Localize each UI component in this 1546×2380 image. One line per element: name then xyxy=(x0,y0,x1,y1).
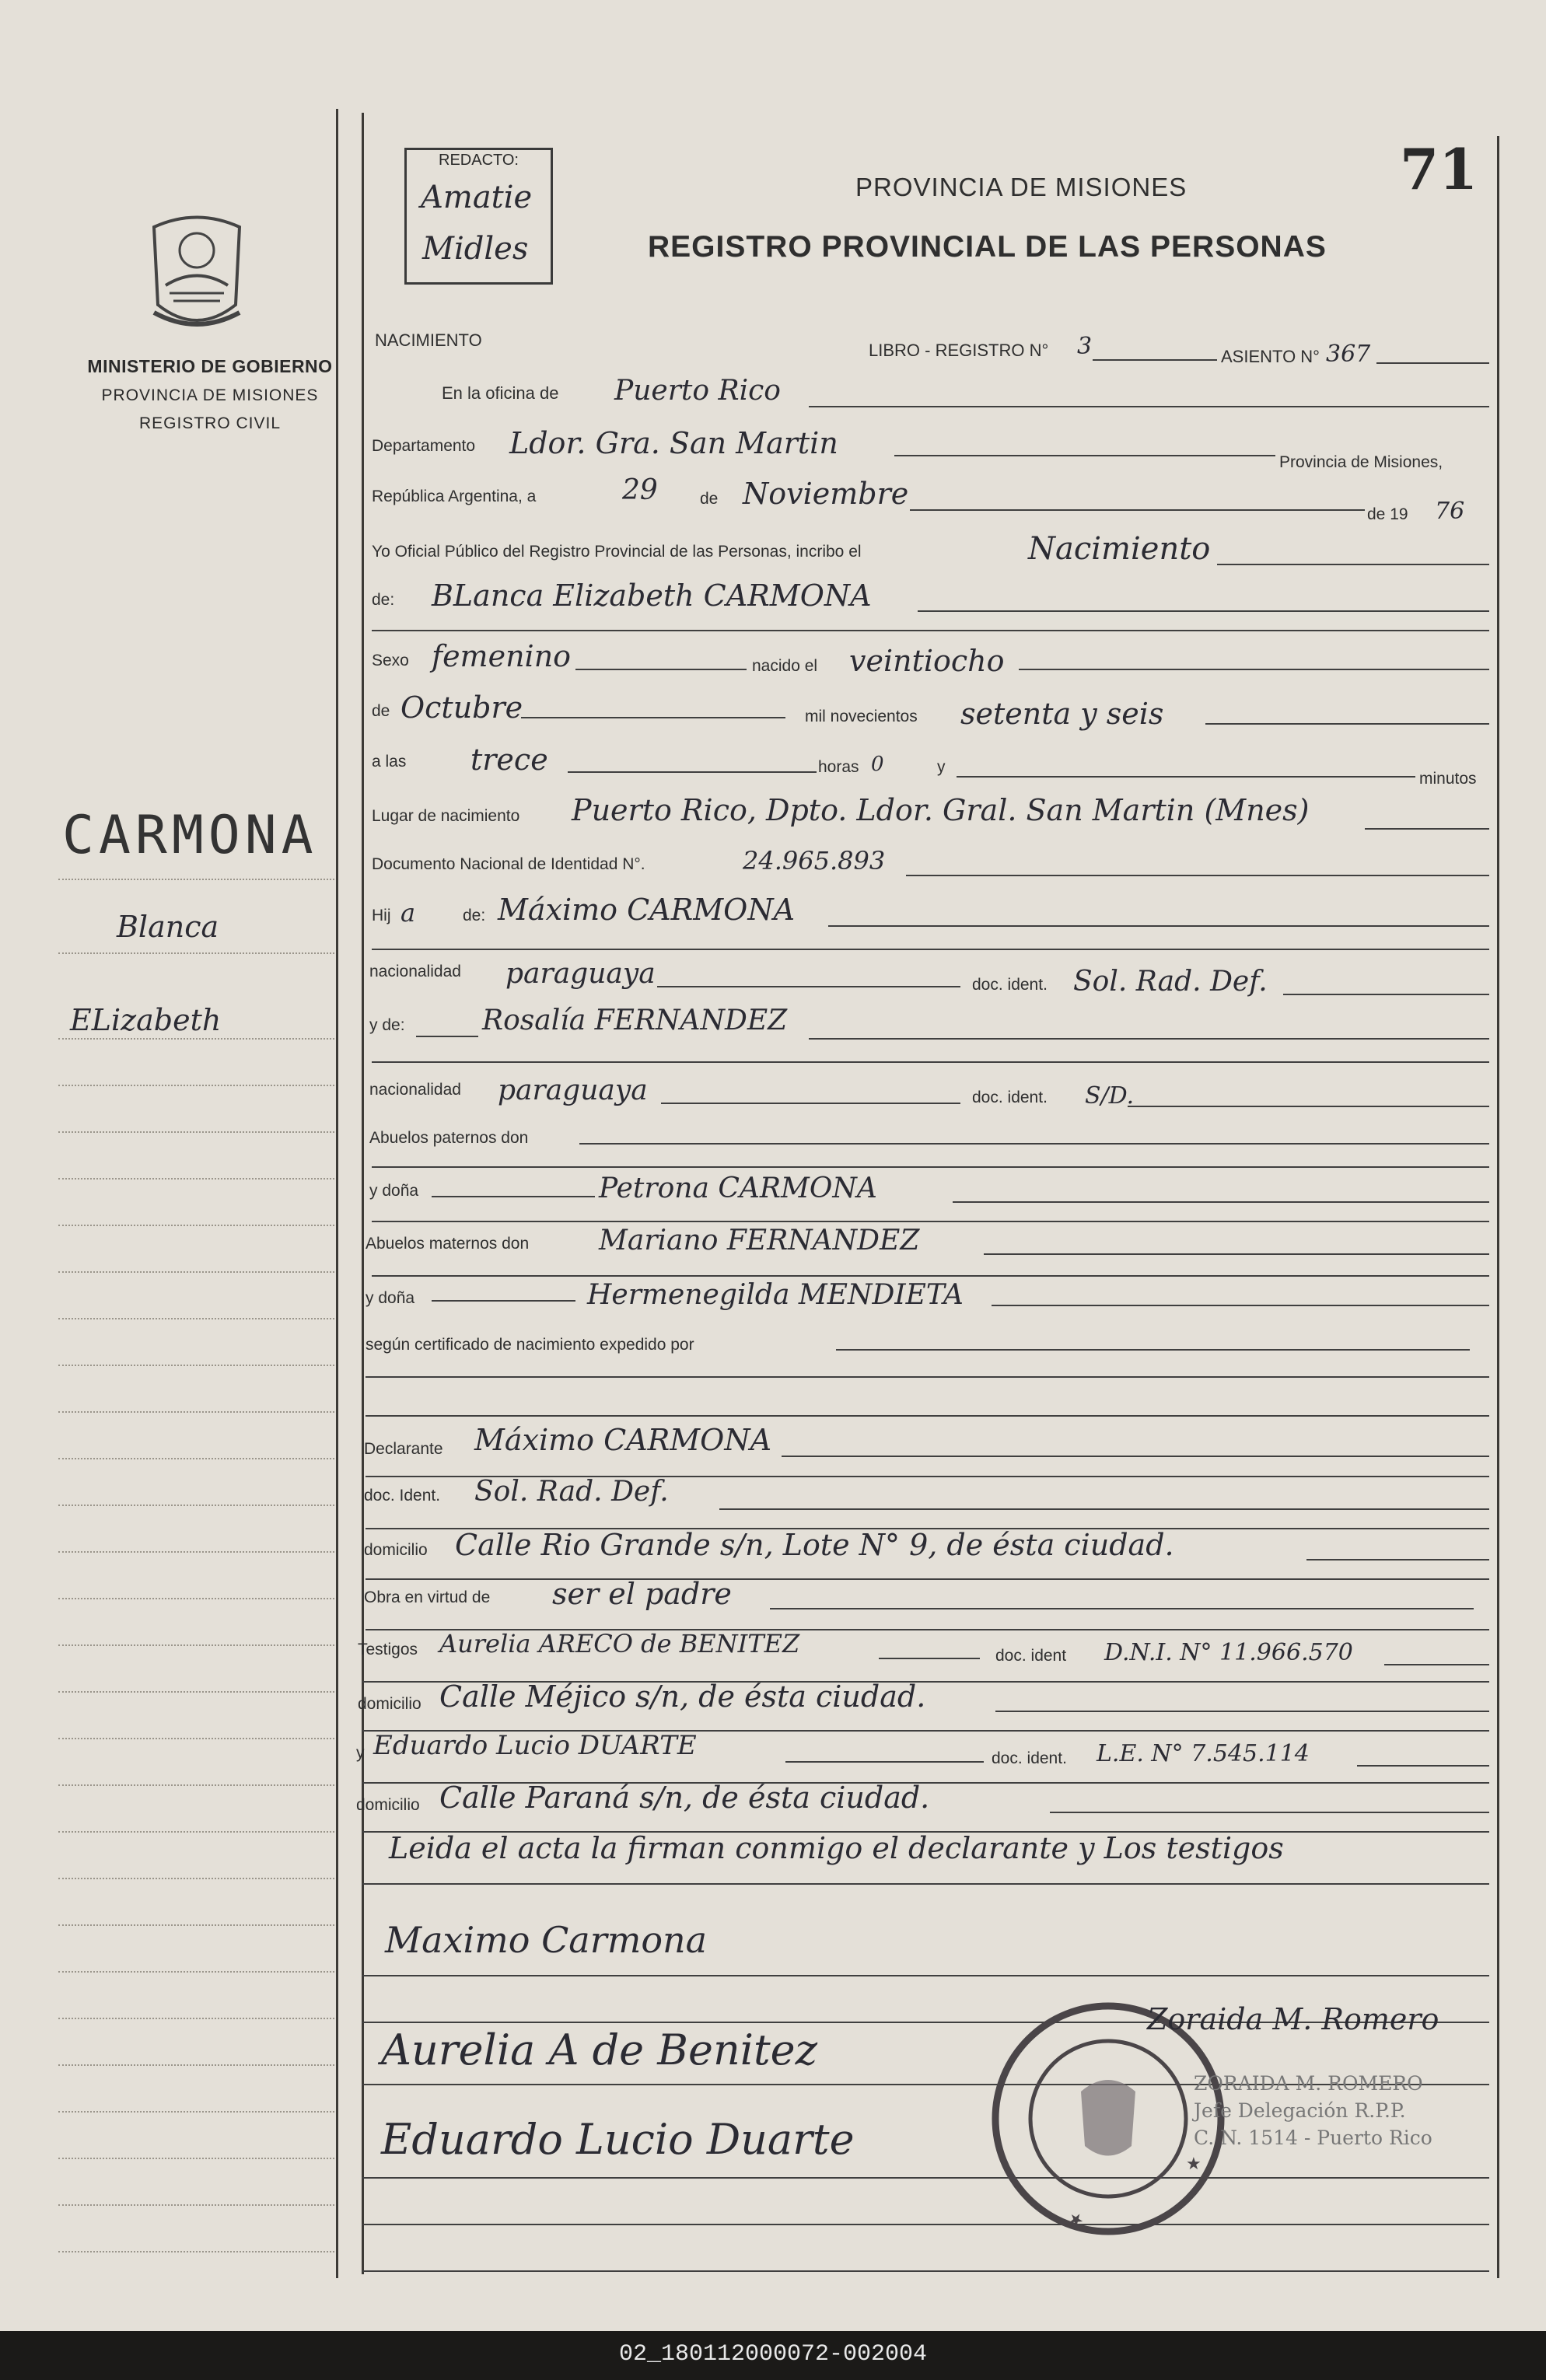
doc-madre-value: S/D. xyxy=(1085,1082,1135,1110)
anio-value: 76 xyxy=(1435,498,1465,525)
redacto-box xyxy=(404,148,553,285)
doc-padre-value: Sol. Rad. Def. xyxy=(1073,966,1268,998)
madre-label: y de: xyxy=(369,1016,405,1034)
folio-number: 71 xyxy=(1400,136,1478,202)
margin-first-name: Blanca xyxy=(117,910,219,944)
hija-suffix: a xyxy=(400,898,416,928)
official-title: Jefe Delegación R.P.P. xyxy=(1194,2099,1406,2122)
testigo1-domicilio-label: domicilio xyxy=(358,1695,421,1713)
image-caption: 02_180112000072-002004 xyxy=(618,2341,928,2368)
hora-value: trece xyxy=(470,743,548,777)
closing-statement: Leida el acta la firman conmigo el declarante y Los testigos xyxy=(389,1831,1284,1865)
mil-label: mil novecientos xyxy=(805,708,918,725)
nac-madre-value: paraguaya xyxy=(498,1075,648,1106)
form-left-rule xyxy=(362,113,364,2274)
anio-label: de 19 xyxy=(1367,505,1408,523)
nombre-label: de: xyxy=(372,591,395,609)
asiento-label: ASIENTO N° xyxy=(1221,347,1320,366)
de-mes-label: de xyxy=(372,702,390,720)
nacido-label: nacido el xyxy=(752,657,818,675)
redacto-label: REDACTO: xyxy=(439,152,519,169)
form-right-rule xyxy=(1497,136,1499,2278)
dni-value: 24.965.893 xyxy=(743,846,886,875)
obra-label: Obra en virtud de xyxy=(364,1588,491,1606)
svg-text:★: ★ xyxy=(1186,2155,1201,2174)
nac-padre-value: paraguaya xyxy=(505,958,656,990)
lugar-value: Puerto Rico, Dpto. Ldor. Gral. San Martin (Mnes) xyxy=(572,793,1310,827)
ministry-name: MINISTERIO DE GOBIERNO xyxy=(87,356,333,376)
ministry-civil-registry: REGISTRO CIVIL xyxy=(138,414,282,432)
oficina-label: En la oficina de xyxy=(442,383,559,403)
departamento-value: Ldor. Gra. San Martin xyxy=(509,426,838,460)
obra-value: ser el padre xyxy=(552,1577,732,1611)
testigo2-doc-value: L.E. N° 7.545.114 xyxy=(1097,1740,1310,1767)
testigo2-domicilio-value: Calle Paraná s/n, de ésta ciudad. xyxy=(439,1781,930,1815)
testigos-label: Testigos xyxy=(358,1641,418,1658)
y-label: y xyxy=(937,758,946,776)
horas-value: 0 xyxy=(871,753,884,776)
witness2-signature: Eduardo Lucio Duarte xyxy=(381,2115,855,2164)
nac-padre-label: nacionalidad xyxy=(369,963,461,980)
abuelos-maternos-label: Abuelos maternos don xyxy=(366,1235,530,1253)
dia-letras-value: veintiocho xyxy=(849,644,1005,678)
doc-padre-label: doc. ident. xyxy=(972,976,1048,994)
declarante-value: Máximo CARMONA xyxy=(474,1423,772,1457)
a-las-label: a las xyxy=(372,753,407,771)
hija-label: Hij xyxy=(372,907,391,924)
anio-letras-value: setenta y seis xyxy=(960,697,1164,731)
de-label: de xyxy=(700,490,719,508)
ministry-province: PROVINCIA DE MISIONES xyxy=(101,386,319,404)
minutos-label: minutos xyxy=(1419,770,1477,788)
testigo1-value: Aurelia ARECO de BENITEZ xyxy=(439,1629,800,1658)
ministry-block xyxy=(47,356,373,433)
svg-text:★: ★ xyxy=(1064,2207,1089,2233)
yo-oficial-label: Yo Oficial Público del Registro Provincial de las Personas, incribo el xyxy=(372,543,862,561)
declarante-doc-label: doc. Ident. xyxy=(364,1487,441,1505)
nombre-value: BLanca Elizabeth CARMONA xyxy=(432,578,872,613)
mes-nac-value: Octubre xyxy=(400,690,523,725)
horas-label: horas xyxy=(818,758,859,776)
dni-label: Documento Nacional de Identidad N°. xyxy=(372,855,645,873)
declarante-label: Declarante xyxy=(364,1440,443,1458)
testigo2-y-label: y xyxy=(356,1744,365,1762)
province-heading: PROVINCIA DE MISIONES xyxy=(855,173,1187,201)
libro-value: 3 xyxy=(1077,333,1093,360)
abuela-materna-label: y doña xyxy=(366,1289,415,1307)
acto-value: Nacimiento xyxy=(1028,531,1211,567)
abuela-paterna-value: Petrona CARMONA xyxy=(599,1173,877,1204)
declarante-domicilio-value: Calle Rio Grande s/n, Lote N° 9, de ésta ciudad. xyxy=(455,1528,1174,1562)
libro-label: LIBRO - REGISTRO N° xyxy=(869,341,1049,360)
nac-madre-label: nacionalidad xyxy=(369,1081,461,1099)
official-office: C. N. 1514 - Puerto Rico xyxy=(1194,2127,1432,2149)
testigo2-domicilio-label: domicilio xyxy=(356,1796,420,1814)
madre-value: Rosalía FERNANDEZ xyxy=(482,1005,788,1036)
record-type: NACIMIENTO xyxy=(375,330,482,350)
doc-madre-label: doc. ident. xyxy=(972,1089,1048,1106)
margin-second-name: ELizabeth xyxy=(70,1003,222,1037)
declarante-domicilio-label: domicilio xyxy=(364,1541,428,1559)
lugar-label: Lugar de nacimiento xyxy=(372,807,520,825)
asiento-value: 367 xyxy=(1326,341,1371,368)
padre-value: Máximo CARMONA xyxy=(498,893,796,927)
departamento-label: Departamento xyxy=(372,437,476,455)
witness1-signature: Aurelia A de Benitez xyxy=(381,2025,818,2074)
registry-heading: REGISTRO PROVINCIAL DE LAS PERSONAS xyxy=(648,230,1327,264)
certificado-label: según certificado de nacimiento expedido por xyxy=(366,1336,694,1354)
testigo1-doc-value: D.N.I. N° 11.966.570 xyxy=(1104,1639,1353,1666)
official-signature: Zoraida M. Romero xyxy=(1147,2002,1439,2036)
testigo1-doc-label: doc. ident xyxy=(995,1647,1067,1665)
abuela-materna-value: Hermenegilda MENDIETA xyxy=(587,1279,964,1311)
mes-value: Noviembre xyxy=(743,477,909,511)
sexo-value: femenino xyxy=(432,639,572,673)
testigo1-domicilio-value: Calle Méjico s/n, de ésta ciudad. xyxy=(439,1679,926,1714)
official-name: ZORAIDA M. ROMERO xyxy=(1194,2072,1423,2095)
abuelos-paternos-label: Abuelos paternos don xyxy=(369,1129,529,1147)
abuelo-materno-value: Mariano FERNANDEZ xyxy=(599,1225,920,1256)
testigo2-doc-label: doc. ident. xyxy=(992,1749,1067,1767)
redacto-signature-1: Amatie xyxy=(421,180,533,215)
left-margin-rule xyxy=(336,109,338,2278)
declarante-doc-value: Sol. Rad. Def. xyxy=(474,1476,669,1508)
abuela-paterna-label: y doña xyxy=(369,1182,419,1200)
oficina-value: Puerto Rico xyxy=(614,375,781,407)
margin-surname: CARMONA xyxy=(62,805,318,866)
dia-value: 29 xyxy=(622,474,658,506)
provincia-label: Provincia de Misiones, xyxy=(1279,453,1443,471)
declarant-signature: Maximo Carmona xyxy=(385,1919,708,1961)
sexo-label: Sexo xyxy=(372,652,409,669)
hija-de-label: de: xyxy=(463,907,486,924)
republica-label: República Argentina, a xyxy=(372,488,537,505)
testigo2-value: Eduardo Lucio DUARTE xyxy=(373,1730,697,1761)
redacto-signature-2: Midles xyxy=(422,231,529,267)
coat-of-arms-icon xyxy=(138,211,255,336)
